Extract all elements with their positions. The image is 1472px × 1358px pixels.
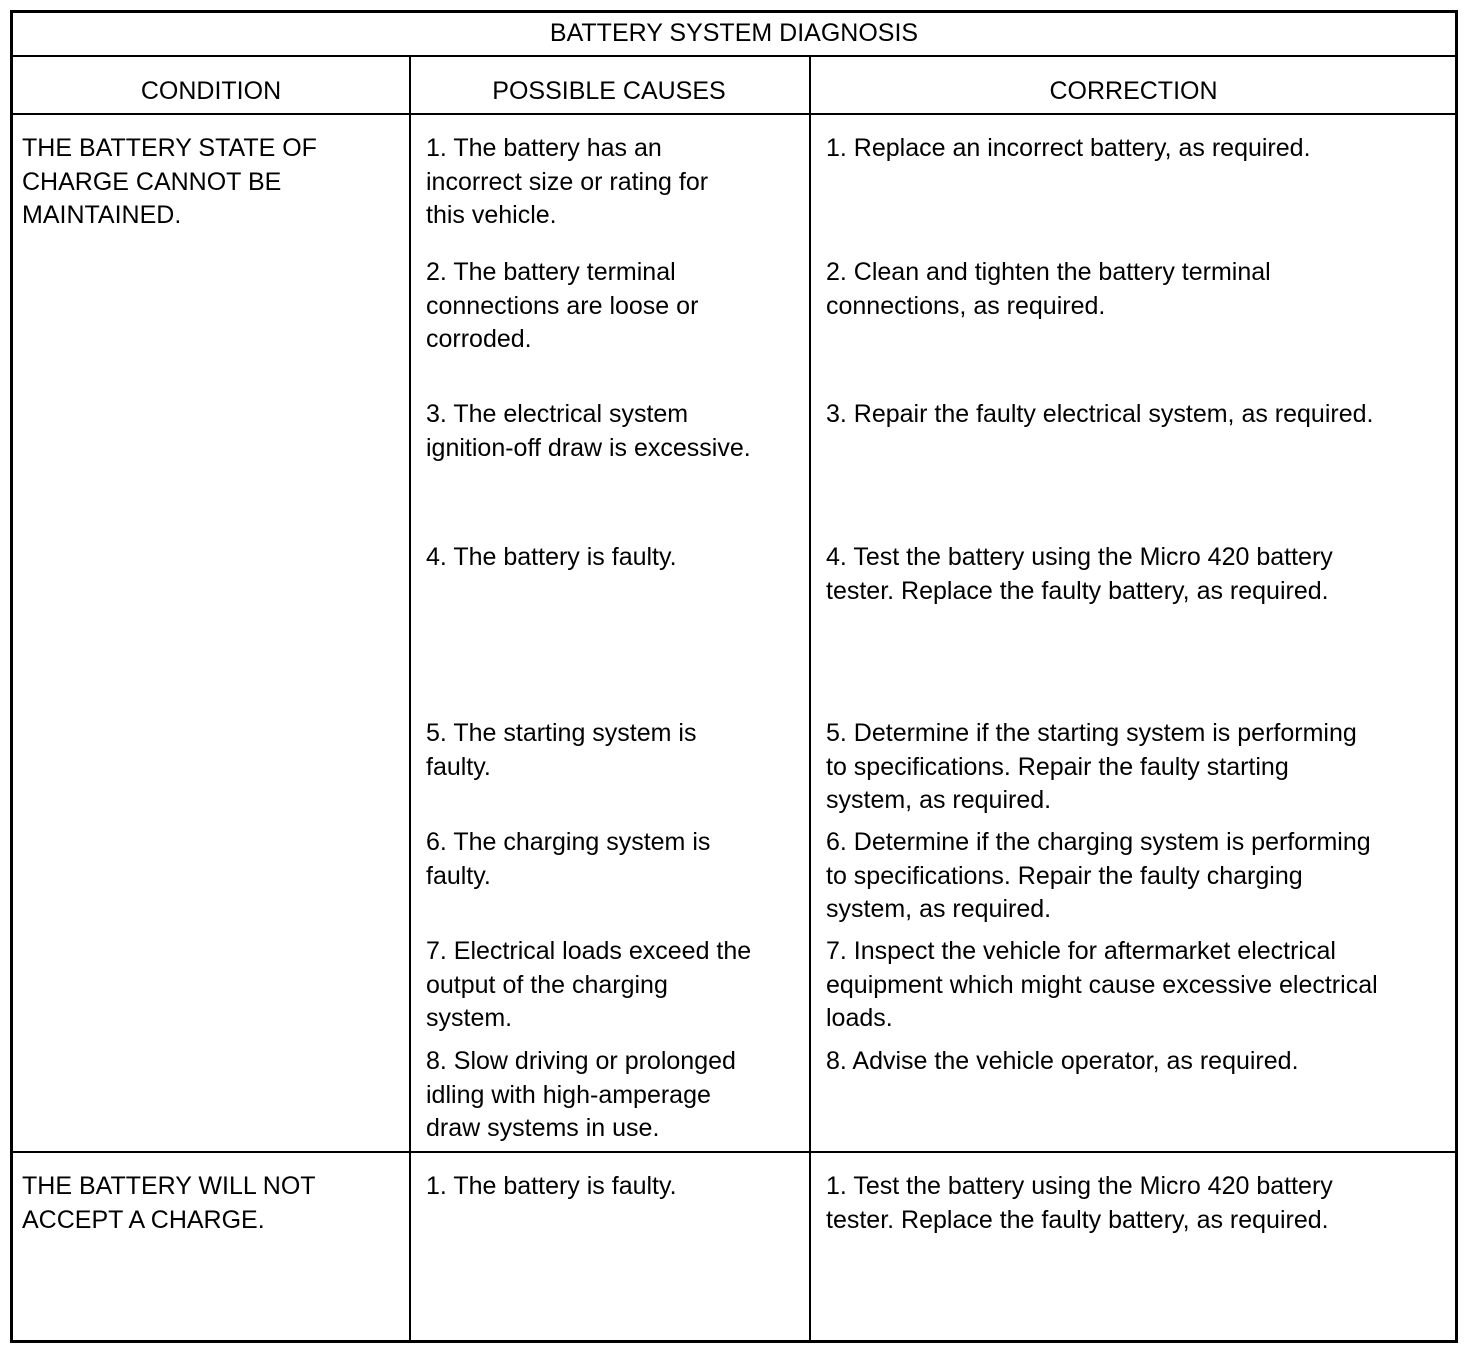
divider: [809, 55, 811, 1340]
correction-item: 5. Determine if the starting system is performing to specifications. Repair the faulty starting system, as required.: [826, 719, 1357, 814]
cause-item: 4. The battery is faulty.: [426, 543, 677, 571]
cause-item: 1. The battery has an incorrect size or rating for this vehicle.: [426, 134, 709, 229]
header-correction: CORRECTION: [1049, 77, 1218, 105]
header-causes: POSSIBLE CAUSES: [492, 77, 726, 105]
correction-item: 8. Advise the vehicle operator, as required.: [826, 1047, 1299, 1075]
condition-cell: THE BATTERY WILL NOT ACCEPT A CHARGE.: [22, 1172, 316, 1234]
condition-cell: THE BATTERY STATE OF CHARGE CANNOT BE MAINTAINED.: [22, 134, 317, 229]
divider: [13, 113, 1455, 115]
correction-item: 3. Repair the faulty electrical system, as required.: [826, 400, 1374, 428]
cause-item: 7. Electrical loads exceed the output of the charging system.: [426, 937, 752, 1032]
cause-item: 1. The battery is faulty.: [426, 1172, 677, 1200]
correction-item: 1. Test the battery using the Micro 420 battery tester. Replace the faulty battery, as required.: [826, 1172, 1333, 1234]
cause-item: 6. The charging system is faulty.: [426, 828, 711, 890]
correction-item: 1. Replace an incorrect battery, as required.: [826, 134, 1311, 162]
correction-item: 6. Determine if the charging system is performing to specifications. Repair the faulty charging system, as required.: [826, 828, 1371, 923]
correction-item: 7. Inspect the vehicle for aftermarket electrical equipment which might cause excessive electrical loads.: [826, 937, 1378, 1032]
cause-item: 3. The electrical system ignition-off draw is excessive.: [426, 400, 751, 462]
divider: [13, 55, 1455, 57]
divider: [13, 1151, 1455, 1153]
correction-item: 2. Clean and tighten the battery terminal connections, as required.: [826, 258, 1271, 320]
divider: [409, 55, 411, 1340]
header-condition: CONDITION: [140, 77, 282, 105]
diagnosis-table: [10, 10, 1458, 1343]
cause-item: 5. The starting system is faulty.: [426, 719, 697, 781]
cause-item: 2. The battery terminal connections are loose or corroded.: [426, 258, 699, 353]
table-title: BATTERY SYSTEM DIAGNOSIS: [549, 19, 919, 47]
correction-item: 4. Test the battery using the Micro 420 battery tester. Replace the faulty battery, as required.: [826, 543, 1333, 605]
cause-item: 8. Slow driving or prolonged idling with high-amperage draw systems in use.: [426, 1047, 736, 1142]
